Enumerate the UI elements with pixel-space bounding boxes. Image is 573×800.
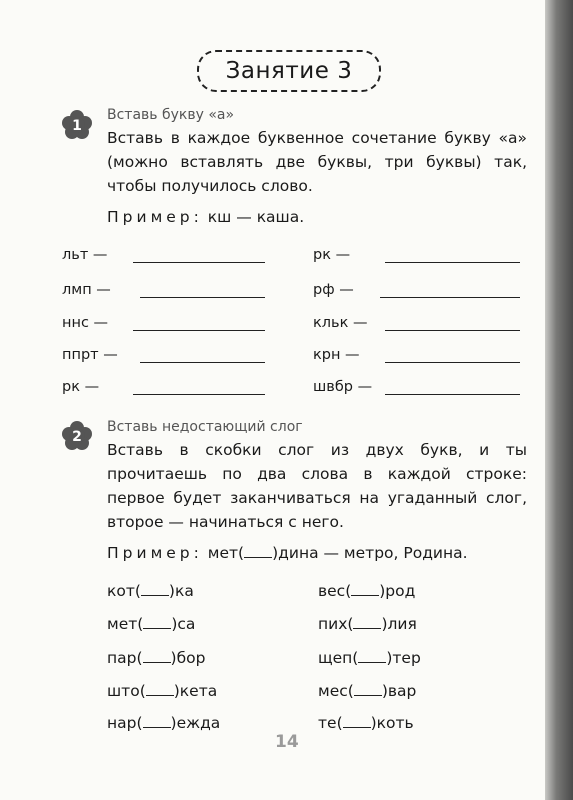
answer-line[interactable]	[385, 394, 520, 395]
section-1-heading: Вставь букву «а»	[107, 107, 235, 123]
section-1-badge-icon	[62, 110, 92, 140]
section-2-example: Пример: мет( )дина — метро, Родина.	[107, 544, 468, 562]
example-blank	[244, 543, 272, 558]
word-item: лмп —	[62, 282, 111, 298]
syllable-item: те( )коть	[318, 714, 414, 732]
word-item: рк —	[313, 247, 351, 263]
section-1-instruction: Вставь в каждое буквенное сочетание букву «а» (можно вставлять две буквы, три буквы) так, чтобы получилось слово.	[107, 129, 527, 195]
word-item: ппрт —	[62, 347, 118, 363]
example-text: кш — каша.	[207, 208, 305, 226]
section-2-instruction: Вставь в скобки слог из двух букв, и ты прочитаешь по два слова в каждой строке: первое будет заканчиваться на угаданный слог, второе — начинаться с него.	[107, 441, 527, 531]
section-2-badge-icon	[62, 421, 92, 451]
answer-line[interactable]	[133, 394, 265, 395]
answer-line[interactable]	[133, 262, 265, 263]
syllable-item: мет( )са	[107, 615, 196, 633]
answer-line[interactable]	[385, 262, 520, 263]
syllable-item: щеп( )тер	[318, 649, 421, 667]
svg-text:2: 2	[72, 429, 82, 445]
syllable-blank[interactable]	[141, 581, 169, 596]
section-1-example	[107, 208, 304, 226]
syllable-blank[interactable]	[143, 713, 171, 728]
word-item: швбр —	[313, 379, 373, 395]
answer-line[interactable]	[380, 297, 520, 298]
word-item: рф —	[313, 282, 354, 298]
syllable-item: пар( )бор	[107, 649, 206, 667]
word-item: крн —	[313, 347, 360, 363]
syllable-item: пих( )лия	[318, 615, 417, 633]
example-label: Пример:	[107, 208, 203, 226]
page-number: 14	[275, 732, 299, 752]
word-item: рк —	[62, 379, 100, 395]
syllable-blank[interactable]	[146, 681, 174, 696]
syllable-blank[interactable]	[343, 713, 371, 728]
syllable-item: мес( )вар	[318, 682, 417, 700]
syllable-blank[interactable]	[358, 648, 386, 663]
syllable-blank[interactable]	[143, 614, 171, 629]
syllable-item: кот( )ка	[107, 582, 194, 600]
answer-line[interactable]	[385, 362, 520, 363]
section-2-heading: Вставь недостающий слог	[107, 419, 303, 435]
svg-text:1: 1	[72, 118, 82, 134]
syllable-blank[interactable]	[143, 648, 171, 663]
syllable-blank[interactable]	[354, 681, 382, 696]
word-item: ннс —	[62, 315, 109, 331]
word-item: кльк —	[313, 315, 368, 331]
syllable-item: што( )кета	[107, 682, 218, 700]
syllable-blank[interactable]	[351, 581, 379, 596]
example-label: Пример:	[107, 544, 203, 562]
book-edge-shadow	[545, 0, 573, 800]
answer-line[interactable]	[385, 330, 520, 331]
syllable-item: нар( )ежда	[107, 714, 221, 732]
answer-line[interactable]	[133, 330, 265, 331]
word-item: льт —	[62, 247, 108, 263]
syllable-item: вес( )род	[318, 582, 416, 600]
answer-line[interactable]	[140, 362, 265, 363]
answer-line[interactable]	[140, 297, 265, 298]
syllable-blank[interactable]	[353, 614, 381, 629]
lesson-title: Занятие 3	[197, 50, 381, 92]
